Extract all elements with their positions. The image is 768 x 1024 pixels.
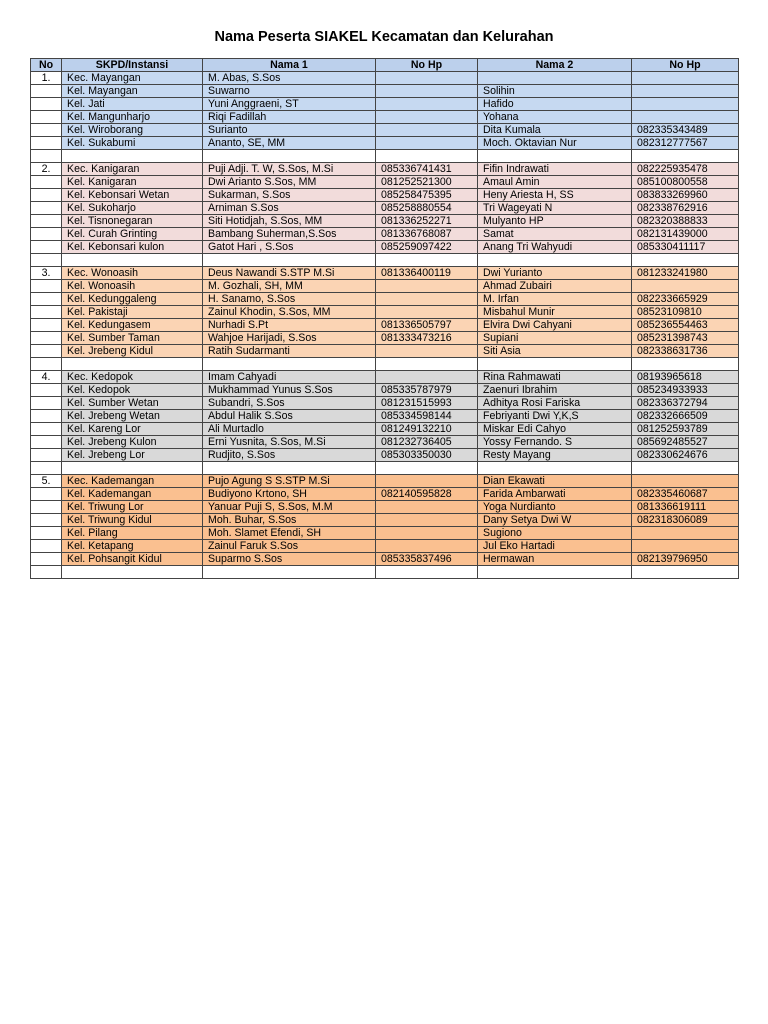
no-hp-1-cell (376, 540, 478, 553)
no-cell (31, 293, 62, 306)
no-hp-1-cell: 082140595828 (376, 488, 478, 501)
table-row (31, 85, 739, 98)
nama-1-cell: Zainul Faruk S.Sos (203, 540, 376, 553)
table-row (31, 202, 739, 215)
nama-1-cell: Suwarno (203, 85, 376, 98)
empty-cell (31, 462, 62, 475)
no-hp-1-cell: 081252521300 (376, 176, 478, 189)
skpd-cell: Kel. Ketapang (62, 540, 203, 553)
no-cell (31, 176, 62, 189)
no-hp-1-cell (376, 124, 478, 137)
no-cell (31, 540, 62, 553)
empty-cell (632, 150, 739, 163)
no-cell (31, 306, 62, 319)
table-row (31, 176, 739, 189)
no-hp-2-cell (632, 475, 739, 488)
no-cell (31, 436, 62, 449)
no-cell: 2. (31, 163, 62, 176)
nama-2-cell: Zaenuri Ibrahim (478, 384, 632, 397)
table-row (31, 410, 739, 423)
blank-row (31, 150, 739, 163)
empty-cell (478, 150, 632, 163)
nama-1-cell: Riqi Fadillah (203, 111, 376, 124)
nama-2-cell: Sugiono (478, 527, 632, 540)
nama-1-cell: Arniman S.Sos (203, 202, 376, 215)
table-row (31, 384, 739, 397)
no-hp-2-cell (632, 111, 739, 124)
no-hp-1-cell: 085335787979 (376, 384, 478, 397)
col-header-nama-1: Nama 1 (203, 59, 376, 72)
nama-1-cell: Siti Hotidjah, S.Sos, MM (203, 215, 376, 228)
no-cell (31, 280, 62, 293)
nama-1-cell: Ali Murtadlo (203, 423, 376, 436)
nama-1-cell: Suparmo S.Sos (203, 553, 376, 566)
no-cell (31, 137, 62, 150)
no-hp-1-cell: 081231515993 (376, 397, 478, 410)
page-title: Nama Peserta SIAKEL Kecamatan dan Kelurahan (214, 29, 554, 45)
no-hp-2-cell: 082338631736 (632, 345, 739, 358)
nama-1-cell: M. Abas, S.Sos (203, 72, 376, 85)
no-hp-2-cell (632, 527, 739, 540)
no-cell (31, 410, 62, 423)
no-hp-2-cell: 082320388833 (632, 215, 739, 228)
nama-1-cell: Wahjoe Harijadi, S.Sos (203, 332, 376, 345)
skpd-cell: Kel. Sukabumi (62, 137, 203, 150)
table-row (31, 423, 739, 436)
no-hp-1-cell: 081336400119 (376, 267, 478, 280)
table-row (31, 163, 739, 176)
table-row (31, 527, 739, 540)
no-hp-2-cell: 085234933933 (632, 384, 739, 397)
table-row (31, 345, 739, 358)
no-cell: 3. (31, 267, 62, 280)
no-hp-2-cell: 085231398743 (632, 332, 739, 345)
no-cell (31, 124, 62, 137)
nama-2-cell: Elvira Dwi Cahyani (478, 319, 632, 332)
table-header-row (31, 59, 739, 72)
nama-2-cell: Anang Tri Wahyudi (478, 241, 632, 254)
table-row (31, 267, 739, 280)
nama-2-cell: Solihin (478, 85, 632, 98)
skpd-cell: Kel. Kademangan (62, 488, 203, 501)
nama-1-cell: Ratih Sudarmanti (203, 345, 376, 358)
nama-2-cell: Heny Ariesta H, SS (478, 189, 632, 202)
nama-2-cell: M. Irfan (478, 293, 632, 306)
empty-cell (376, 358, 478, 371)
nama-2-cell: Resty Mayang (478, 449, 632, 462)
nama-2-cell: Yohana (478, 111, 632, 124)
table-row (31, 475, 739, 488)
no-hp-1-cell (376, 371, 478, 384)
empty-cell (62, 254, 203, 267)
nama-1-cell: Ananto, SE, MM (203, 137, 376, 150)
empty-cell (62, 566, 203, 579)
empty-cell (376, 566, 478, 579)
skpd-cell: Kel. Wiroborang (62, 124, 203, 137)
empty-cell (203, 462, 376, 475)
nama-1-cell: Moh. Slamet Efendi, SH (203, 527, 376, 540)
nama-1-cell: Gatot Hari , S.Sos (203, 241, 376, 254)
table-row (31, 215, 739, 228)
empty-cell (62, 358, 203, 371)
nama-2-cell: Febriyanti Dwi Y,K,S (478, 410, 632, 423)
table-row (31, 540, 739, 553)
empty-cell (632, 566, 739, 579)
nama-1-cell: Sukarman, S.Sos (203, 189, 376, 202)
no-cell (31, 553, 62, 566)
skpd-cell: Kel. Kareng Lor (62, 423, 203, 436)
no-hp-1-cell (376, 345, 478, 358)
table-row (31, 488, 739, 501)
no-hp-1-cell (376, 72, 478, 85)
nama-2-cell: Dita Kumala (478, 124, 632, 137)
no-cell (31, 319, 62, 332)
no-hp-2-cell: 085692485527 (632, 436, 739, 449)
col-header-no: No (31, 59, 62, 72)
nama-2-cell: Miskar Edi Cahyo (478, 423, 632, 436)
empty-cell (203, 254, 376, 267)
no-hp-1-cell: 085335837496 (376, 553, 478, 566)
skpd-cell: Kel. Jati (62, 98, 203, 111)
no-hp-1-cell: 081336252271 (376, 215, 478, 228)
empty-cell (478, 566, 632, 579)
empty-cell (632, 462, 739, 475)
no-hp-1-cell: 085258475395 (376, 189, 478, 202)
no-hp-1-cell: 085303350030 (376, 449, 478, 462)
table-row (31, 228, 739, 241)
no-hp-2-cell (632, 85, 739, 98)
no-hp-1-cell (376, 98, 478, 111)
nama-1-cell: Rudjito, S.Sos (203, 449, 376, 462)
skpd-cell: Kel. Kebonsari kulon (62, 241, 203, 254)
no-hp-1-cell: 081232736405 (376, 436, 478, 449)
empty-cell (203, 150, 376, 163)
skpd-cell: Kel. Wonoasih (62, 280, 203, 293)
no-cell (31, 488, 62, 501)
table-row (31, 319, 739, 332)
no-hp-2-cell (632, 280, 739, 293)
skpd-cell: Kel. Sumber Wetan (62, 397, 203, 410)
nama-2-cell: Dany Setya Dwi W (478, 514, 632, 527)
nama-1-cell: Imam Cahyadi (203, 371, 376, 384)
no-hp-2-cell: 081336619111 (632, 501, 739, 514)
no-hp-1-cell: 085258880554 (376, 202, 478, 215)
no-hp-1-cell (376, 527, 478, 540)
no-cell (31, 189, 62, 202)
nama-2-cell: Amaul Amin (478, 176, 632, 189)
no-hp-1-cell: 081249132210 (376, 423, 478, 436)
nama-1-cell: Nurhadi S.Pt (203, 319, 376, 332)
skpd-cell: Kel. Triwung Lor (62, 501, 203, 514)
nama-2-cell: Yoga Nurdianto (478, 501, 632, 514)
nama-1-cell: H. Sanamo, S.Sos (203, 293, 376, 306)
nama-1-cell: Subandri, S.Sos (203, 397, 376, 410)
empty-cell (376, 150, 478, 163)
skpd-cell: Kec. Wonoasih (62, 267, 203, 280)
no-hp-2-cell: 081252593789 (632, 423, 739, 436)
nama-1-cell: Moh. Buhar, S.Sos (203, 514, 376, 527)
skpd-cell: Kel. Triwung Kidul (62, 514, 203, 527)
no-hp-2-cell (632, 540, 739, 553)
nama-1-cell: Yuni Anggraeni, ST (203, 98, 376, 111)
empty-cell (376, 254, 478, 267)
empty-cell (31, 150, 62, 163)
no-hp-2-cell: 08193965618 (632, 371, 739, 384)
nama-2-cell: Fifin Indrawati (478, 163, 632, 176)
empty-cell (478, 254, 632, 267)
no-hp-2-cell: 082225935478 (632, 163, 739, 176)
skpd-cell: Kel. Pakistaji (62, 306, 203, 319)
nama-1-cell: Deus Nawandi S.STP M.Si (203, 267, 376, 280)
no-hp-2-cell: 082335343489 (632, 124, 739, 137)
no-hp-1-cell: 081336505797 (376, 319, 478, 332)
participant-table (30, 58, 739, 579)
no-cell (31, 514, 62, 527)
no-cell (31, 215, 62, 228)
nama-1-cell: Puji Adji. T. W, S.Sos, M.Si (203, 163, 376, 176)
skpd-cell: Kel. Jrebeng Lor (62, 449, 203, 462)
no-hp-2-cell: 081233241980 (632, 267, 739, 280)
nama-2-cell: Siti Asia (478, 345, 632, 358)
no-hp-2-cell (632, 72, 739, 85)
table-body (31, 72, 739, 579)
no-hp-1-cell (376, 475, 478, 488)
nama-2-cell: Moch. Oktavian Nur (478, 137, 632, 150)
no-cell (31, 423, 62, 436)
nama-2-cell: Farida Ambarwati (478, 488, 632, 501)
no-cell (31, 449, 62, 462)
empty-cell (203, 566, 376, 579)
no-cell (31, 345, 62, 358)
nama-2-cell (478, 72, 632, 85)
blank-row (31, 254, 739, 267)
no-hp-2-cell: 082318306089 (632, 514, 739, 527)
table-row (31, 72, 739, 85)
skpd-cell: Kec. Kedopok (62, 371, 203, 384)
skpd-cell: Kel. Jrebeng Kulon (62, 436, 203, 449)
nama-1-cell: M. Gozhali, SH, MM (203, 280, 376, 293)
no-cell: 1. (31, 72, 62, 85)
skpd-cell: Kel. Pohsangit Kidul (62, 553, 203, 566)
table-row (31, 280, 739, 293)
skpd-cell: Kel. Sukoharjo (62, 202, 203, 215)
nama-2-cell: Jul Eko Hartadi (478, 540, 632, 553)
nama-2-cell: Dwi Yurianto (478, 267, 632, 280)
no-cell (31, 202, 62, 215)
no-hp-2-cell: 082139796950 (632, 553, 739, 566)
no-hp-1-cell (376, 85, 478, 98)
no-hp-1-cell (376, 137, 478, 150)
no-hp-1-cell: 085334598144 (376, 410, 478, 423)
nama-1-cell: Abdul Halik S.Sos (203, 410, 376, 423)
no-cell (31, 384, 62, 397)
nama-2-cell: Supiani (478, 332, 632, 345)
nama-2-cell: Dian Ekawati (478, 475, 632, 488)
empty-cell (31, 566, 62, 579)
no-hp-2-cell: 082332666509 (632, 410, 739, 423)
empty-cell (31, 254, 62, 267)
nama-1-cell: Pujo Agung S S.STP M.Si (203, 475, 376, 488)
nama-1-cell: Erni Yusnita, S.Sos, M.Si (203, 436, 376, 449)
no-hp-1-cell (376, 306, 478, 319)
table-row (31, 124, 739, 137)
nama-2-cell: Adhitya Rosi Fariska (478, 397, 632, 410)
nama-1-cell: Budiyono Krtono, SH (203, 488, 376, 501)
col-header-no-hp-1: No Hp (376, 59, 478, 72)
col-header-no-hp-2: No Hp (632, 59, 739, 72)
blank-row (31, 358, 739, 371)
skpd-cell: Kel. Mangunharjo (62, 111, 203, 124)
no-hp-2-cell: 08523109810 (632, 306, 739, 319)
skpd-cell: Kel. Kedungasem (62, 319, 203, 332)
no-hp-2-cell: 082233665929 (632, 293, 739, 306)
skpd-cell: Kel. Curah Grinting (62, 228, 203, 241)
nama-2-cell: Rina Rahmawati (478, 371, 632, 384)
table-row (31, 501, 739, 514)
no-cell (31, 501, 62, 514)
table-row (31, 449, 739, 462)
table-row (31, 553, 739, 566)
skpd-cell: Kel. Kebonsari Wetan (62, 189, 203, 202)
skpd-cell: Kel. Kedopok (62, 384, 203, 397)
table-row (31, 332, 739, 345)
empty-cell (31, 358, 62, 371)
table-row (31, 371, 739, 384)
table-row (31, 98, 739, 111)
skpd-cell: Kec. Kademangan (62, 475, 203, 488)
nama-2-cell: Tri Wageyati N (478, 202, 632, 215)
col-header-nama-2: Nama 2 (478, 59, 632, 72)
no-hp-1-cell (376, 501, 478, 514)
skpd-cell: Kec. Kanigaran (62, 163, 203, 176)
skpd-cell: Kel. Kedunggaleng (62, 293, 203, 306)
nama-1-cell: Bambang Suherman,S.Sos (203, 228, 376, 241)
no-cell (31, 397, 62, 410)
skpd-cell: Kel. Pilang (62, 527, 203, 540)
nama-1-cell: Mukhammad Yunus S.Sos (203, 384, 376, 397)
no-hp-1-cell (376, 293, 478, 306)
nama-2-cell: Ahmad Zubairi (478, 280, 632, 293)
table-row (31, 306, 739, 319)
no-hp-1-cell: 081336768087 (376, 228, 478, 241)
empty-cell (62, 462, 203, 475)
empty-cell (632, 358, 739, 371)
blank-row (31, 566, 739, 579)
no-cell (31, 98, 62, 111)
no-hp-2-cell: 082336372794 (632, 397, 739, 410)
no-cell (31, 332, 62, 345)
no-cell (31, 111, 62, 124)
no-hp-2-cell: 082335460687 (632, 488, 739, 501)
no-hp-2-cell: 082330624676 (632, 449, 739, 462)
no-hp-2-cell: 082338762916 (632, 202, 739, 215)
no-hp-2-cell: 085100800558 (632, 176, 739, 189)
nama-2-cell: Hermawan (478, 553, 632, 566)
skpd-cell: Kel. Tisnonegaran (62, 215, 203, 228)
table-row (31, 111, 739, 124)
table-row (31, 514, 739, 527)
no-cell (31, 527, 62, 540)
nama-2-cell: Samat (478, 228, 632, 241)
col-header-skpd: SKPD/Instansi (62, 59, 203, 72)
no-hp-2-cell: 082312777567 (632, 137, 739, 150)
no-hp-1-cell: 085336741431 (376, 163, 478, 176)
nama-1-cell: Dwi Arianto S.Sos, MM (203, 176, 376, 189)
table-row (31, 397, 739, 410)
no-hp-2-cell: 085236554463 (632, 319, 739, 332)
table-row (31, 189, 739, 202)
nama-2-cell: Hafido (478, 98, 632, 111)
no-hp-1-cell (376, 280, 478, 293)
no-cell (31, 241, 62, 254)
no-hp-2-cell: 082131439000 (632, 228, 739, 241)
empty-cell (632, 254, 739, 267)
table-row (31, 241, 739, 254)
empty-cell (203, 358, 376, 371)
no-hp-1-cell (376, 111, 478, 124)
empty-cell (478, 358, 632, 371)
empty-cell (376, 462, 478, 475)
nama-2-cell: Mulyanto HP (478, 215, 632, 228)
nama-2-cell: Misbahul Munir (478, 306, 632, 319)
no-cell (31, 228, 62, 241)
nama-1-cell: Surianto (203, 124, 376, 137)
no-hp-1-cell: 081333473216 (376, 332, 478, 345)
empty-cell (62, 150, 203, 163)
blank-row (31, 462, 739, 475)
no-hp-1-cell: 085259097422 (376, 241, 478, 254)
skpd-cell: Kel. Sumber Taman (62, 332, 203, 345)
no-hp-2-cell (632, 98, 739, 111)
empty-cell (478, 462, 632, 475)
no-cell: 5. (31, 475, 62, 488)
nama-1-cell: Zainul Khodin, S.Sos, MM (203, 306, 376, 319)
skpd-cell: Kel. Kanigaran (62, 176, 203, 189)
nama-1-cell: Yanuar Puji S, S.Sos, M.M (203, 501, 376, 514)
skpd-cell: Kel. Mayangan (62, 85, 203, 98)
skpd-cell: Kec. Mayangan (62, 72, 203, 85)
no-cell (31, 85, 62, 98)
table-row (31, 436, 739, 449)
no-hp-2-cell: 085330411117 (632, 241, 739, 254)
skpd-cell: Kel. Jrebeng Wetan (62, 410, 203, 423)
skpd-cell: Kel. Jrebeng Kidul (62, 345, 203, 358)
nama-2-cell: Yossy Fernando. S (478, 436, 632, 449)
table-row (31, 293, 739, 306)
table-row (31, 137, 739, 150)
no-hp-2-cell: 083833269960 (632, 189, 739, 202)
no-cell: 4. (31, 371, 62, 384)
no-hp-1-cell (376, 514, 478, 527)
